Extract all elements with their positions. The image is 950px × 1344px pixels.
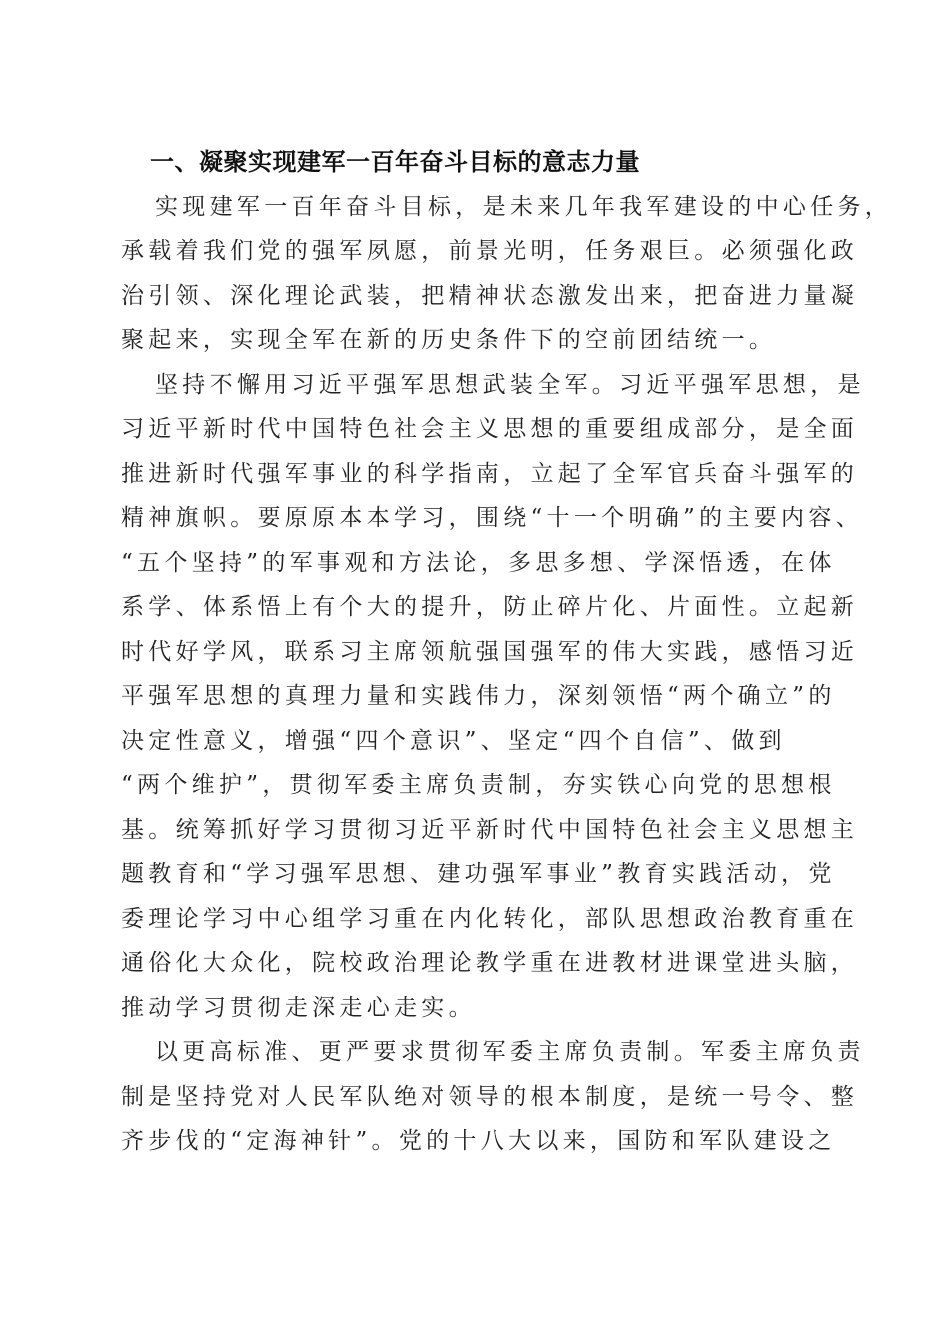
paragraph-1 bbox=[121, 185, 893, 363]
paragraph-line: 时代好学风，联系习主席领航强国强军的伟大实践，感悟习近 bbox=[121, 638, 859, 665]
paragraph-line: 推进新时代强军事业的科学指南，立起了全军官兵奋斗强军的 bbox=[121, 460, 859, 487]
paragraph-line: 坚持不懈用习近平强军思想武装全军。习近平强军思想，是 bbox=[155, 371, 865, 398]
paragraph-line: 习近平新时代中国特色社会主义思想的重要组成部分，是全面 bbox=[121, 416, 859, 442]
paragraph-line: 制是坚持党对人民军队绝对领导的根本制度，是统一号令、整 bbox=[121, 1083, 859, 1110]
paragraph-line: 聚起来，实现全军在新的历史条件下的空前团结统一。 bbox=[121, 327, 777, 353]
paragraph-line: 委理论学习中心组学习重在内化转化，部队思想政治教育重在 bbox=[121, 905, 859, 932]
paragraph-line: 齐步伐的“定海神针”。党的十八大以来，国防和军队建设之 bbox=[121, 1128, 836, 1154]
paragraph-line: 精神旗帜。要原原本本学习，围绕“十一个明确”的主要内容、 bbox=[121, 505, 863, 531]
paragraph-2 bbox=[121, 363, 865, 1031]
paragraph-line: 题教育和“学习强军思想、建功强军事业”教育实践活动，党 bbox=[121, 861, 836, 887]
paragraph-line: 系学、体系悟上有个大的提升，防止碎片化、片面性。立起新 bbox=[121, 594, 859, 620]
paragraph-line: 平强军思想的真理力量和实践伟力，深刻领悟“两个确立”的 bbox=[121, 683, 836, 709]
paragraph-line: 治引领、深化理论武装，把精神状态激发出来，把奋进力量凝 bbox=[121, 282, 859, 309]
paragraph-line: 承载着我们党的强军夙愿，前景光明，任务艰巨。必须强化政 bbox=[121, 238, 859, 264]
paragraph-line: “两个维护”，贯彻军委主席负责制，夯实铁心向党的思想根 bbox=[121, 772, 836, 798]
paragraph-line: “五个坚持”的军事观和方法论，多思多想、学深悟透，在体 bbox=[121, 549, 836, 576]
paragraph-line: 基。统筹抓好学习贯彻习近平新时代中国特色社会主义思想主 bbox=[121, 816, 859, 843]
paragraph-line: 决定性意义，增强“四个意识”、坚定“四个自信”、做到 bbox=[121, 727, 786, 754]
paragraph-line: 通俗化大众化，院校政治理论教学重在进教材进课堂进头脑， bbox=[121, 950, 859, 976]
paragraph-line: 推动学习贯彻走深走心走实。 bbox=[121, 994, 476, 1021]
paragraph-line: 实现建军一百年奋斗目标，是未来几年我军建设的中心任务， bbox=[155, 193, 893, 220]
paragraph-3 bbox=[121, 1030, 865, 1164]
document-page bbox=[121, 140, 893, 1164]
section-heading: 一、凝聚实现建军一百年奋斗目标的意志力量 bbox=[150, 148, 640, 176]
paragraph-line: 以更高标准、更严要求贯彻军委主席负责制。军委主席负责 bbox=[155, 1039, 865, 1065]
